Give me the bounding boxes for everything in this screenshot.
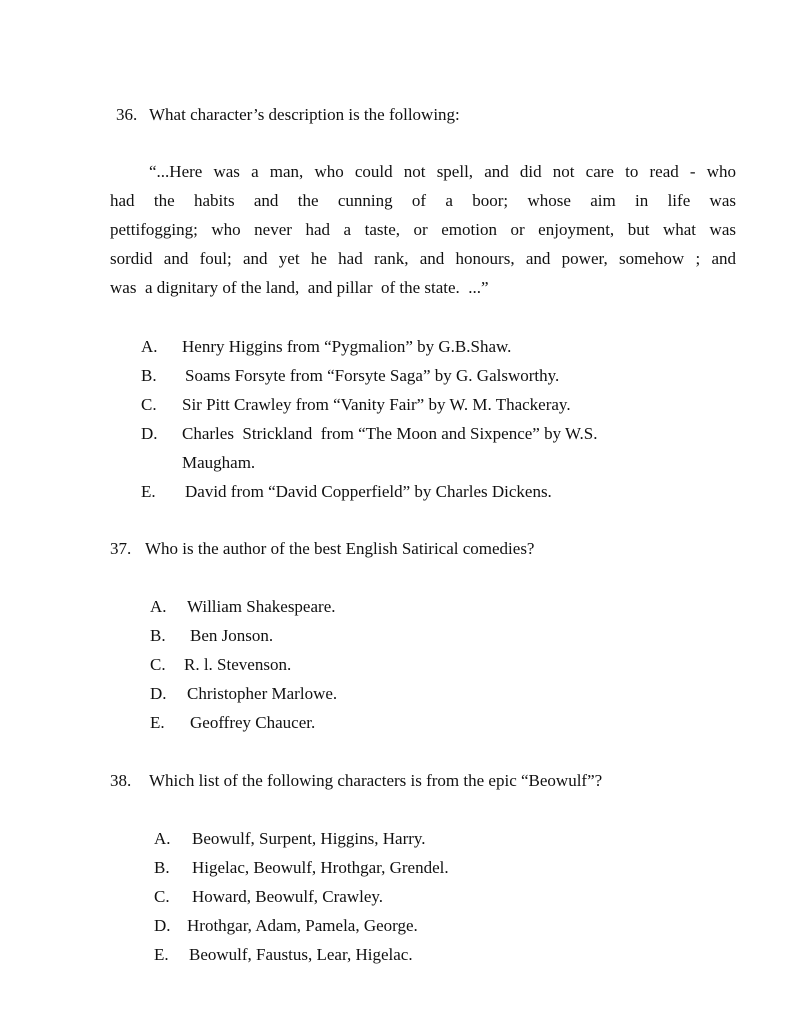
option-letter: B.: [150, 626, 166, 645]
question-number: 37.: [110, 539, 132, 558]
question-text: Which list of the following characters is from the epic “Beowulf”?: [149, 771, 603, 790]
option-letter: C.: [141, 395, 157, 414]
option-letter: E.: [154, 945, 169, 964]
option-text: Christopher Marlowe.: [187, 684, 338, 703]
option-text: William Shakespeare.: [187, 597, 336, 616]
option-text-continuation: Maugham.: [182, 453, 256, 472]
option-text: David from “David Copperfield” by Charles Dickens.: [185, 482, 552, 501]
option-letter: D.: [154, 916, 171, 935]
question-number: 36.: [116, 105, 138, 124]
question-number: 38.: [110, 771, 132, 790]
option-letter: E.: [141, 482, 156, 501]
passage-line: “...Here was a man, who could not spell, and did not care to read - who: [149, 162, 736, 181]
option-text: Howard, Beowulf, Crawley.: [192, 887, 384, 906]
option-text: Higelac, Beowulf, Hrothgar, Grendel.: [192, 858, 449, 877]
option-letter: A.: [154, 829, 171, 848]
option-letter: D.: [141, 424, 158, 443]
option-text: Hrothgar, Adam, Pamela, George.: [187, 916, 418, 935]
option-letter: B.: [154, 858, 170, 877]
option-letter: B.: [141, 366, 157, 385]
option-letter: A.: [150, 597, 167, 616]
option-text: R. l. Stevenson.: [184, 655, 292, 674]
question-text: What character’s description is the following:: [149, 105, 460, 124]
option-letter: C.: [154, 887, 170, 906]
option-text: Charles Strickland from “The Moon and Sixpence” by W.S.: [182, 424, 598, 443]
option-text: Sir Pitt Crawley from “Vanity Fair” by W. M. Thackeray.: [182, 395, 571, 414]
question-text: Who is the author of the best English Satirical comedies?: [145, 539, 535, 558]
passage-line: had the habits and the cunning of a boor; whose aim in life was: [110, 191, 736, 210]
option-letter: D.: [150, 684, 167, 703]
option-text: Geoffrey Chaucer.: [190, 713, 316, 732]
option-text: Ben Jonson.: [190, 626, 274, 645]
option-letter: C.: [150, 655, 166, 674]
passage-line: pettifogging; who never had a taste, or emotion or enjoyment, but what was: [110, 220, 736, 239]
passage-line: was a dignitary of the land, and pillar of the state. ...”: [110, 278, 489, 297]
option-text: Beowulf, Faustus, Lear, Higelac.: [189, 945, 413, 964]
option-text: Henry Higgins from “Pygmalion” by G.B.Shaw.: [182, 337, 512, 356]
option-letter: A.: [141, 337, 158, 356]
passage-line: sordid and foul; and yet he had rank, and honours, and power, somehow ; and: [110, 249, 736, 268]
option-text: Beowulf, Surpent, Higgins, Harry.: [192, 829, 426, 848]
option-text: Soams Forsyte from “Forsyte Saga” by G. Galsworthy.: [185, 366, 560, 385]
option-letter: E.: [150, 713, 165, 732]
